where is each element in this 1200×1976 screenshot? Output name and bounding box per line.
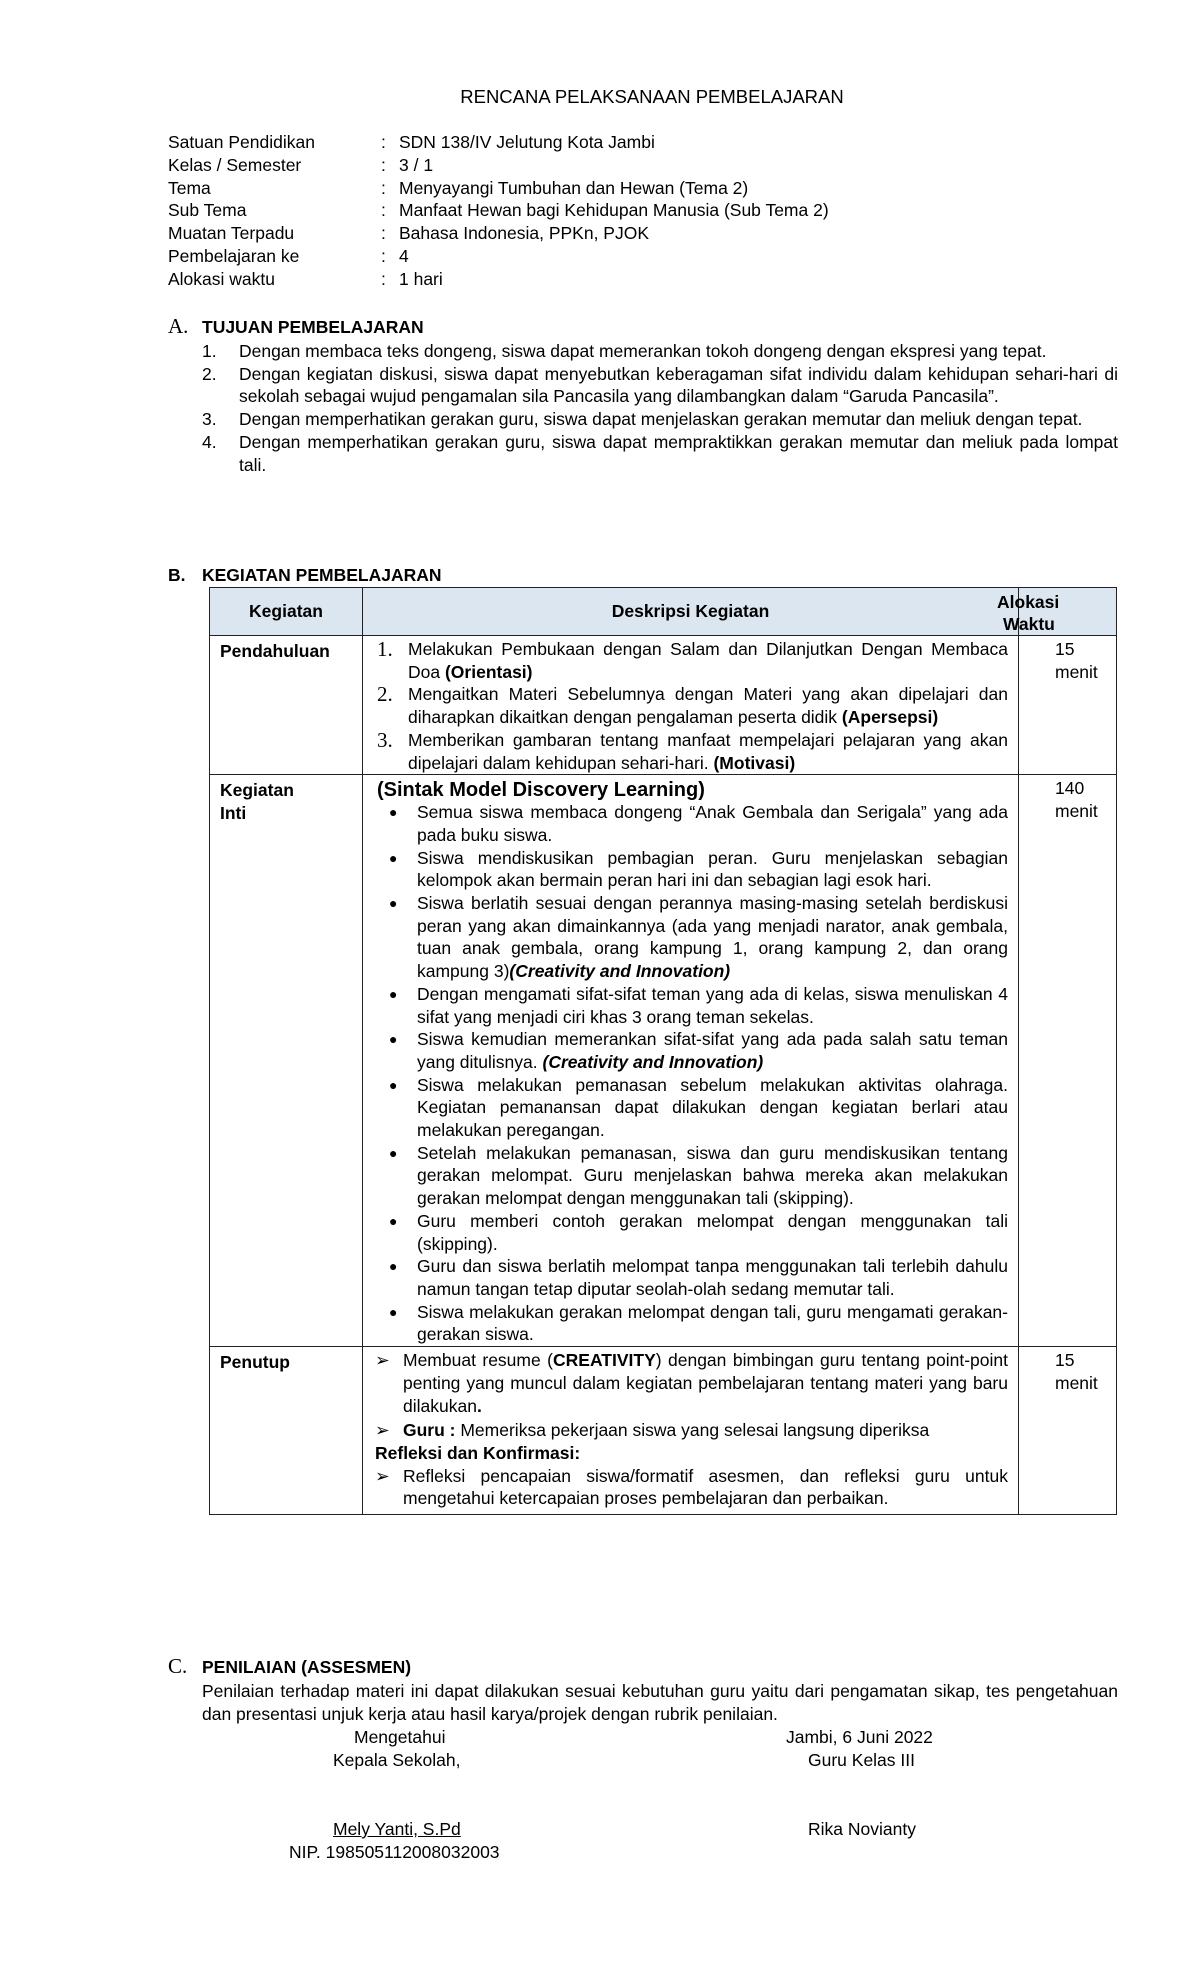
pendahuluan-item-tag: (Motivasi) bbox=[713, 752, 796, 773]
pendahuluan-item bbox=[377, 729, 1008, 774]
objective-text: Dengan kegiatan diskusi, siswa dapat menyebutkan keberagaman sifat individu dalam kehidupan sehari-hari di sekolah sebagai wujud pengamalan sila Pancasila yang dilambangkan dalam “Garuda Pancasila”. bbox=[239, 363, 1118, 407]
identity-label: Tema bbox=[168, 177, 211, 198]
identity-colon: : bbox=[381, 200, 386, 221]
inti-item bbox=[377, 1028, 1008, 1073]
sign-right-line1: Jambi, 6 Juni 2022 bbox=[786, 1727, 933, 1747]
bullet-icon: ● bbox=[389, 1031, 398, 1048]
pendahuluan-item bbox=[377, 683, 1008, 728]
section-c-letter: C. bbox=[168, 1654, 188, 1678]
penutup-item1-pre: Membuat resume ( bbox=[403, 1350, 553, 1371]
pendahuluan-description bbox=[363, 636, 1019, 775]
section-a-title: TUJUAN PEMBELAJARAN bbox=[202, 317, 424, 337]
bullet-icon: ● bbox=[389, 985, 398, 1002]
inti-item bbox=[377, 801, 1008, 846]
inti-item bbox=[377, 1074, 1008, 1142]
identity-label: Kelas / Semester bbox=[168, 154, 302, 175]
identity-row bbox=[168, 154, 829, 177]
objective-item bbox=[202, 408, 1118, 431]
section-b-letter: B. bbox=[168, 565, 186, 585]
identity-colon: : bbox=[381, 177, 386, 198]
inti-heading: (Sintak Model Discovery Learning) bbox=[377, 779, 705, 802]
penutup-time-value: 15 bbox=[1055, 1350, 1075, 1371]
sign-left-name: Mely Yanti, S.Pd bbox=[333, 1819, 461, 1839]
inti-item-body bbox=[417, 1301, 1008, 1346]
row-pendahuluan bbox=[210, 636, 1117, 775]
identity-value: Bahasa Indonesia, PPKn, PJOK bbox=[399, 223, 650, 244]
pendahuluan-time-unit: menit bbox=[1055, 661, 1098, 682]
objective-item bbox=[202, 431, 1118, 476]
pendahuluan-item-body bbox=[408, 683, 1008, 728]
identity-block bbox=[168, 131, 829, 291]
sign-right-line2: Guru Kelas III bbox=[808, 1750, 915, 1770]
identity-row bbox=[168, 245, 829, 268]
identity-label: Sub Tema bbox=[168, 200, 247, 221]
bullet-icon: ● bbox=[389, 849, 398, 866]
section-b-title: KEGIATAN PEMBELAJARAN bbox=[202, 565, 442, 585]
section-c-title: PENILAIAN (ASSESMEN) bbox=[202, 1657, 412, 1677]
inti-item-body bbox=[417, 1255, 1008, 1300]
sign-left-line1: Mengetahui bbox=[354, 1727, 446, 1747]
inti-item-body bbox=[417, 847, 1008, 892]
pendahuluan-item bbox=[377, 638, 1008, 683]
header-alokasi bbox=[997, 588, 1117, 636]
penutup-time-unit: menit bbox=[1055, 1372, 1098, 1393]
pendahuluan-item-body bbox=[408, 638, 1008, 683]
identity-colon: : bbox=[381, 132, 386, 152]
row-penutup bbox=[210, 1347, 1117, 1515]
bullet-icon: ● bbox=[389, 895, 398, 912]
header-alokasi-line2: Waktu bbox=[1003, 613, 1055, 634]
section-a-letter: A. bbox=[168, 314, 189, 338]
pendahuluan-item-text: Mengaitkan Materi Sebelumnya dengan Materi yang akan dipelajari dan diharapkan dikaitkan dengan pengalaman peserta didik bbox=[408, 684, 1008, 728]
objective-number: 2. bbox=[202, 363, 217, 384]
identity-row bbox=[168, 131, 829, 154]
penilaian-text: Penilaian terhadap materi ini dapat dilakukan sesuai kebutuhan guru yaitu dari pengamatan sikap, tes pengetahuan dan presentasi unjuk kerja atau hasil karya/projek dengan rubrik penilaian. bbox=[202, 1681, 1118, 1724]
objective-item bbox=[202, 363, 1118, 408]
penutup-item2-bold: Guru : bbox=[403, 1420, 461, 1441]
pendahuluan-item-text: Melakukan Pembukaan dengan Salam dan Dilanjutkan Dengan Membaca Doa bbox=[408, 639, 1008, 682]
identity-label: Satuan Pendidikan bbox=[168, 132, 315, 152]
pendahuluan-item-number: 1. bbox=[377, 637, 393, 661]
inti-time bbox=[1019, 775, 1117, 1347]
bullet-icon: ● bbox=[389, 1144, 398, 1161]
header-deskripsi: Deskripsi Kegiatan bbox=[363, 588, 1019, 636]
section-c-heading bbox=[168, 1655, 411, 1679]
inti-item bbox=[377, 983, 1008, 1028]
inti-label-line2: Inti bbox=[220, 802, 247, 823]
inti-label bbox=[210, 775, 363, 1347]
sign-left-nip: NIP. 198505112008032003 bbox=[289, 1842, 500, 1862]
arrow-icon: ➢ bbox=[375, 1465, 390, 1486]
inti-item-text: Siswa mendiskusikan pembagian peran. Guru menjelaskan sebagian kelompok akan bermain peran hari ini dan sebagian lagi esok hari. bbox=[417, 847, 1008, 891]
sign-right-name: Rika Novianty bbox=[808, 1819, 916, 1839]
inti-item-text: Siswa melakukan pemanasan sebelum melakukan aktivitas olahraga. Kegiatan pemanansan dapat dilakukan dengan kegiatan berlari atau melakukan peregangan. bbox=[417, 1074, 1008, 1141]
penutup-item3-text: Refleksi pencapaian siswa/formatif asesmen, dan refleksi guru untuk mengetahui ketercapaian proses pembelajaran dan perbaikan. bbox=[403, 1465, 1008, 1509]
penutup-list-2 bbox=[375, 1465, 1008, 1514]
inti-item bbox=[377, 1301, 1008, 1346]
pendahuluan-item-text: Memberikan gambaran tentang manfaat mempelajari pelajaran yang akan dipelajari dalam kehidupan sehari-hari. bbox=[408, 729, 1008, 773]
inti-item bbox=[377, 1210, 1008, 1255]
objective-item bbox=[202, 340, 1118, 363]
inti-item-text: Siswa melakukan gerakan melompat dengan tali, guru mengamati gerakan-gerakan siswa. bbox=[417, 1301, 1008, 1345]
penutup-item1-post: ) dengan bimbingan guru tentang point-point penting yang muncul dalam kegiatan pembelajaran tentang materi yang baru dilakukan bbox=[403, 1350, 1009, 1416]
objective-text: Dengan memperhatikan gerakan guru, siswa dapat mempraktikkan gerakan memutar dan meliuk pada lompat tali. bbox=[239, 431, 1118, 475]
identity-value: SDN 138/IV Jelutung Kota Jambi bbox=[399, 132, 655, 152]
identity-row bbox=[168, 177, 829, 200]
identity-value: Menyayangi Tumbuhan dan Hewan (Tema 2) bbox=[399, 177, 749, 198]
inti-description bbox=[363, 775, 1019, 1347]
inti-item-text: Guru dan siswa berlatih melompat tanpa menggunakan tali terlebih dahulu namun tangan tetap diputar seolah-olah sedang memutar tali. bbox=[417, 1256, 1008, 1299]
inti-item-text: Siswa kemudian memerankan sifat-sifat yang ada pada salah satu teman yang ditulisnya. bbox=[417, 1029, 1008, 1072]
inti-item-body bbox=[417, 1142, 1008, 1210]
penutup-item2-text: Memeriksa pekerjaan siswa yang selesai langsung diperiksa bbox=[460, 1420, 930, 1441]
pendahuluan-time bbox=[1019, 636, 1117, 775]
identity-value: 1 hari bbox=[399, 268, 443, 289]
pendahuluan-item-tag: (Orientasi) bbox=[444, 661, 533, 682]
row-inti bbox=[210, 775, 1117, 1347]
identity-label: Pembelajaran ke bbox=[168, 245, 300, 266]
identity-row bbox=[168, 199, 829, 222]
pendahuluan-label: Pendahuluan bbox=[210, 636, 363, 775]
identity-colon: : bbox=[381, 268, 386, 289]
inti-item-text: Semua siswa membaca dongeng “Anak Gembala dan Serigala” yang ada pada buku siswa. bbox=[417, 802, 1008, 845]
objective-text: Dengan memperhatikan gerakan guru, siswa dapat menjelaskan gerakan memutar dan meliuk dengan tepat. bbox=[239, 409, 1083, 430]
inti-item-text: Guru memberi contoh gerakan melompat dengan menggunakan tali (skipping). bbox=[417, 1210, 1008, 1254]
inti-list bbox=[377, 801, 1008, 1346]
bullet-icon: ● bbox=[389, 1258, 398, 1275]
list-item bbox=[375, 1417, 1008, 1442]
pendahuluan-item-tag: (Apersepsi) bbox=[841, 707, 939, 728]
identity-colon: : bbox=[381, 245, 386, 266]
activities-table bbox=[209, 587, 1117, 1515]
section-b-heading bbox=[168, 564, 442, 587]
identity-colon: : bbox=[381, 223, 386, 244]
identity-row bbox=[168, 268, 829, 291]
inti-time-unit: menit bbox=[1055, 800, 1098, 821]
inti-item-body bbox=[417, 1028, 1008, 1073]
identity-value: 4 bbox=[399, 245, 409, 266]
penutup-list-1 bbox=[375, 1347, 1008, 1442]
document-title: RENCANA PELAKSANAAN PEMBELAJARAN bbox=[460, 86, 844, 107]
identity-label: Muatan Terpadu bbox=[168, 223, 295, 244]
pendahuluan-time-value: 15 bbox=[1055, 639, 1075, 659]
inti-item-body bbox=[417, 801, 1008, 846]
header-alokasi-line1: Alokasi bbox=[997, 591, 1060, 612]
pendahuluan-list bbox=[377, 636, 1008, 774]
sign-left-line2: Kepala Sekolah, bbox=[333, 1750, 461, 1770]
penutup-label: Penutup bbox=[210, 1347, 363, 1515]
arrow-icon: ➢ bbox=[375, 1350, 390, 1371]
inti-item bbox=[377, 892, 1008, 983]
penutup-item1-bold: CREATIVITY bbox=[553, 1350, 656, 1371]
section-a-heading bbox=[168, 315, 424, 339]
inti-item bbox=[377, 1142, 1008, 1210]
pendahuluan-item-body bbox=[408, 729, 1008, 774]
inti-item-text: Siswa berlatih sesuai dengan perannya masing-masing setelah berdiskusi peran yang akan dimainkannya (ada yang menjadi narator, anak gembala, tuan anak gembala, orang kampung 1, orang kampung 2, dan orang kampung 3) bbox=[417, 893, 1008, 982]
inti-time-value: 140 bbox=[1055, 778, 1085, 799]
inti-item-body bbox=[417, 1074, 1008, 1142]
inti-item-text: Setelah melakukan pemanasan, siswa dan guru mendiskusikan tentang gerakan melompat. Guru menjelaskan bahwa mereka akan melakukan gerakan melompat dengan menggunakan tali (skipping). bbox=[417, 1142, 1008, 1209]
pendahuluan-item-number: 3. bbox=[377, 727, 393, 752]
bullet-icon: ● bbox=[389, 1303, 398, 1320]
inti-item-emphasis: (Creativity and Innovation) bbox=[542, 1051, 764, 1072]
objective-number: 3. bbox=[202, 409, 217, 430]
list-item bbox=[375, 1465, 1008, 1510]
bullet-icon: ● bbox=[389, 804, 398, 821]
identity-label: Alokasi waktu bbox=[168, 268, 275, 289]
inti-item-text: Dengan mengamati sifat-sifat teman yang ada di kelas, siswa menuliskan 4 sifat yang menjadi ciri khas 3 orang teman sekelas. bbox=[417, 983, 1008, 1027]
bullet-icon: ● bbox=[389, 1212, 398, 1229]
penutup-item1-dot: . bbox=[476, 1395, 482, 1416]
bullet-icon: ● bbox=[389, 1076, 398, 1093]
refleksi-heading: Refleksi dan Konfirmasi: bbox=[375, 1442, 581, 1463]
identity-colon: : bbox=[381, 154, 386, 175]
objective-number: 4. bbox=[202, 431, 217, 452]
pendahuluan-item-number: 2. bbox=[377, 682, 393, 707]
identity-value: 3 / 1 bbox=[399, 154, 434, 175]
inti-item-body bbox=[417, 983, 1008, 1028]
objective-number: 1. bbox=[202, 341, 217, 361]
inti-item-body bbox=[417, 1210, 1008, 1255]
inti-item bbox=[377, 1255, 1008, 1300]
inti-item-body bbox=[417, 892, 1008, 983]
arrow-icon: ➢ bbox=[375, 1420, 390, 1441]
inti-label-line1: Kegiatan bbox=[220, 780, 294, 801]
header-kegiatan: Kegiatan bbox=[210, 588, 363, 636]
penutup-description bbox=[363, 1347, 1019, 1515]
inti-item bbox=[377, 847, 1008, 892]
inti-item-emphasis: (Creativity and Innovation) bbox=[509, 961, 731, 982]
objective-text: Dengan membaca teks dongeng, siswa dapat memerankan tokoh dongeng dengan ekspresi yang tepat. bbox=[239, 341, 1047, 361]
table-header-row bbox=[210, 588, 1117, 636]
identity-value: Manfaat Hewan bagi Kehidupan Manusia (Sub Tema 2) bbox=[399, 200, 829, 221]
list-item bbox=[375, 1349, 1008, 1417]
objectives-list bbox=[202, 340, 1118, 476]
identity-row bbox=[168, 222, 829, 245]
penutup-time bbox=[1019, 1347, 1117, 1515]
